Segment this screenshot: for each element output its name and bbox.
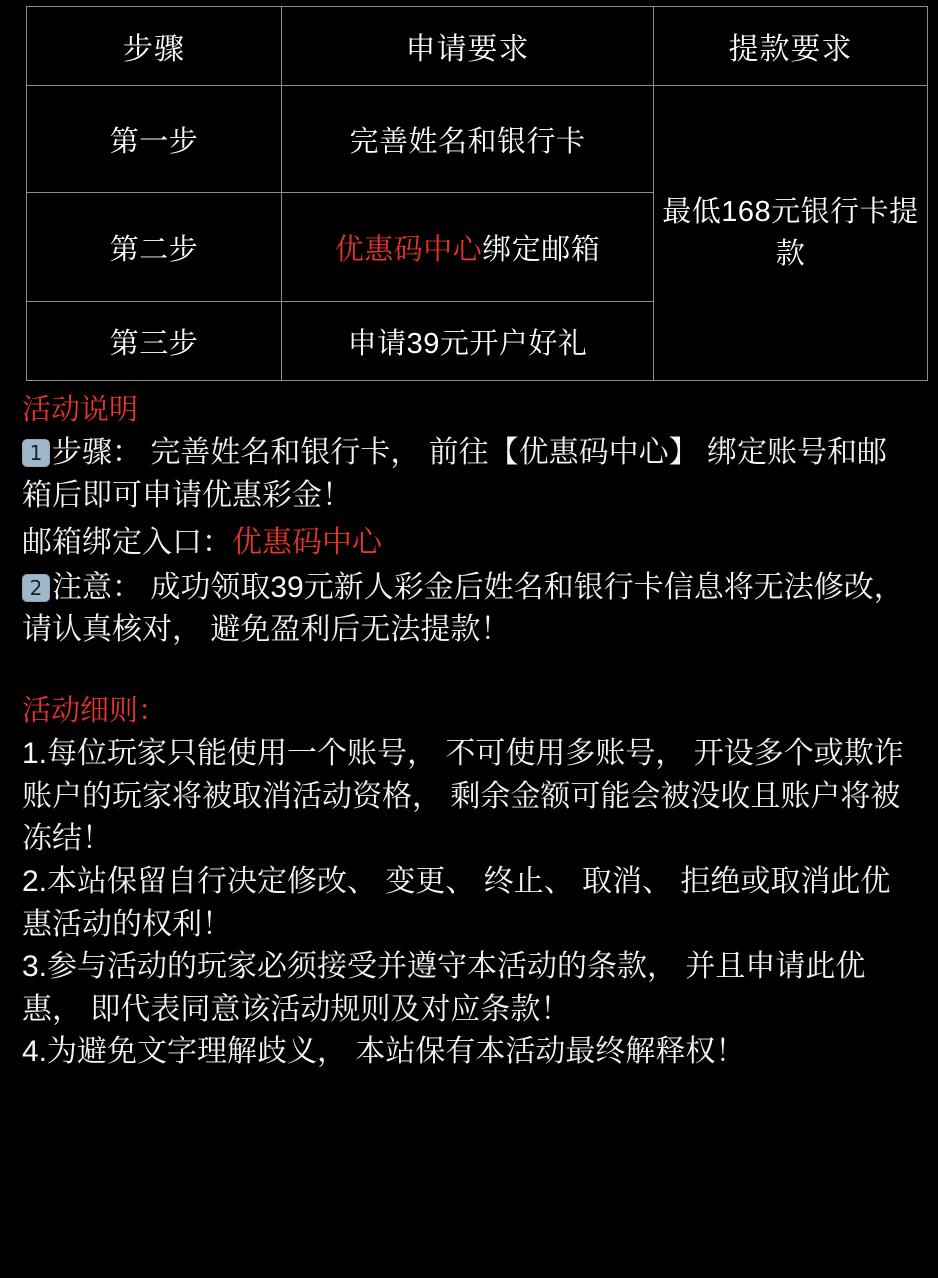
promo-code-center-text: 优惠码中心 (334, 233, 483, 266)
activity-rule-item-1: 1.每位玩家只能使用一个账号， 不可使用多账号， 开设多个或欺诈账户的玩家将被取消活动资格， 剩余金额可能会被没收且账户将被冻结！ (22, 737, 904, 856)
table-body (27, 86, 928, 381)
activity-note-title: 活动说明 (22, 394, 139, 426)
table-header (27, 7, 928, 86)
cell-step-1: 第一步 (27, 86, 282, 193)
activity-rule-item-2: 2.本站保留自行决定修改、 变更、 终止、 取消、 拒绝或取消此优惠活动的权利！ (22, 864, 891, 941)
cell-apply-2-rest: 绑定邮箱 (482, 233, 601, 266)
cell-step-2: 第二步 (27, 193, 282, 302)
column-header-step: 步骤 (27, 7, 282, 86)
cell-apply-3: 申请39元开户好礼 (282, 302, 654, 381)
activity-note-item-2 (22, 567, 916, 652)
step-badge-2: 2 (22, 574, 50, 602)
cell-step-3: 第三步 (27, 302, 282, 381)
activity-note-item-2-text: 注意： 成功领取39元新人彩金后姓名和银行卡信息将无法修改， 请认真核对， 避免盈利后无法提款！ (22, 570, 904, 647)
cell-withdraw-requirement: 最低168元银行卡提款 (654, 86, 928, 381)
activity-rule-item-3: 3.参与活动的玩家必须接受并遵守本活动的条款， 并且申请此优惠， 即代表同意该活动规则及对应条款！ (22, 950, 866, 1026)
table-row (27, 86, 928, 193)
column-header-apply: 申请要求 (282, 7, 654, 86)
table-header-row (27, 7, 928, 86)
activity-note-section (22, 391, 916, 652)
cell-apply-1: 完善姓名和银行卡 (282, 86, 654, 193)
activity-rules-section (22, 692, 916, 1074)
steps-table (26, 6, 928, 381)
section-spacer (0, 654, 938, 682)
cell-apply-2 (282, 193, 654, 302)
activity-rule-item-4: 4.为避免文字理解歧义， 本站保有本活动最终解释权！ (22, 1035, 746, 1069)
column-header-withdraw: 提款要求 (654, 7, 928, 86)
activity-note-item-1 (22, 432, 916, 517)
promo-code-center-link[interactable]: 优惠码中心 (232, 526, 382, 560)
activity-note-item-1-text: 步骤： 完善姓名和银行卡， 前往【优惠码中心】 绑定账号和邮箱后即可申请优惠彩金！ (22, 436, 888, 512)
step-badge-1: 1 (22, 439, 50, 467)
email-binding-entry-label: 邮箱绑定入口： (22, 526, 232, 560)
activity-rules-title: 活动细则： (22, 695, 168, 728)
email-binding-entry (22, 521, 916, 565)
